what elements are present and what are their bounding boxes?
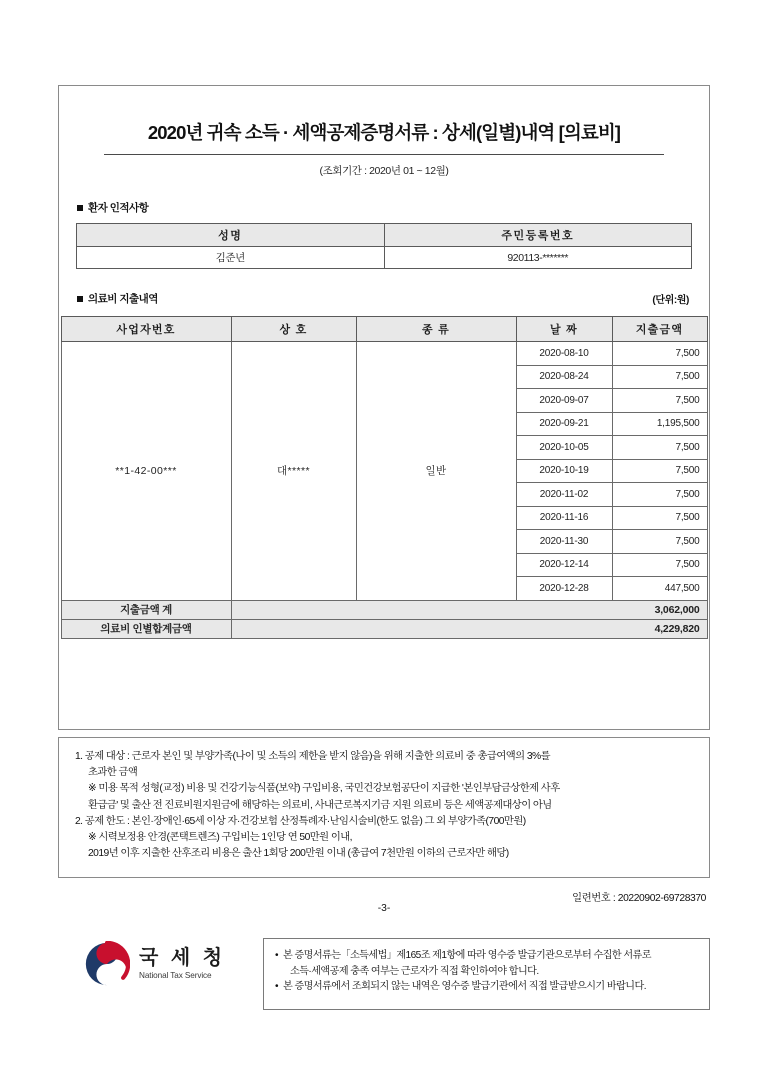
expense-date: 2020-12-14 [516, 553, 612, 577]
column-header-amount: 지출금액 [612, 317, 707, 342]
expense-row-group [61, 342, 707, 601]
grand-total-row [61, 619, 707, 638]
footnote-line: 2. 공제 한도 : 본인·장애인·65세 이상 자·건강보험 산정특례자·난임시술비(한도 없음) 그 외 부양가족(700만원) [75, 815, 526, 827]
total-label: 지출금액 계 [61, 600, 231, 619]
column-header-resident-number: 주민등록번호 [384, 224, 692, 247]
expense-date: 2020-11-16 [516, 506, 612, 530]
serial-number: 일련번호 : 20220902-69728370 [572, 893, 706, 904]
patient-section-label: 환자 인적사항 [88, 202, 149, 214]
footnote-line: 1. 공제 대상 : 근로자 본인 및 부양가족(나이 및 소득의 제한을 받지 않음)을 위해 지출한 의료비 중 총급여액의 3%를 [75, 751, 550, 762]
expense-date: 2020-08-10 [516, 342, 612, 366]
bullet-icon: • [275, 981, 278, 993]
page-number: -3- [377, 903, 391, 914]
patient-section-heading [77, 200, 709, 215]
table-row [61, 342, 707, 366]
logo-english-text: National Tax Service [139, 971, 212, 980]
expense-section-label: 의료비 지출내역 [88, 293, 158, 305]
category-value: 일반 [356, 342, 516, 601]
square-bullet-icon [77, 205, 83, 211]
page-footer [58, 938, 710, 1018]
expense-date: 2020-11-30 [516, 530, 612, 554]
square-bullet-icon [77, 296, 83, 302]
page-title: 2020년 귀속 소득 · 세액공제증명서류 : 상세(일별)내역 [의료비] [147, 122, 621, 143]
expense-amount: 7,500 [612, 459, 707, 483]
expense-amount: 7,500 [612, 483, 707, 507]
bullet-icon: • [275, 950, 278, 961]
logo-korean-text: 국 세 청 [139, 947, 226, 969]
main-content-frame [58, 85, 710, 730]
footnote-line: 2019년 이후 지출한 산후조리 비용은 출산 1회당 200만원 이내 (총급여 7천만원 이하의 근로자만 해당) [88, 848, 509, 860]
table-row [77, 247, 692, 269]
footnote-line: ※ 미용 목적 성형(교정) 비용 및 건강기능식품(보약) 구입비용, 국민건강보험공단이 지급한 '본인부담금상한제 사후 [88, 783, 560, 795]
patient-resident-number-value: 920113-******* [384, 247, 692, 269]
nts-logo [84, 941, 226, 987]
notice-item-continued [275, 964, 701, 980]
expense-amount: 7,500 [612, 389, 707, 413]
expense-date: 2020-10-05 [516, 436, 612, 460]
grand-total-label: 의료비 인별합계금액 [61, 619, 231, 638]
title-divider [104, 154, 664, 155]
expense-amount: 7,500 [612, 530, 707, 554]
expense-date: 2020-09-07 [516, 389, 612, 413]
notice-text: 소득·세액공제 충족 여부는 근로자가 직접 확인하여야 합니다. [290, 965, 539, 977]
expense-date: 2020-12-28 [516, 577, 612, 601]
expense-amount: 7,500 [612, 506, 707, 530]
column-header-business-name: 상 호 [231, 317, 356, 342]
expense-date: 2020-11-02 [516, 483, 612, 507]
patient-name-value: 김준년 [77, 247, 385, 269]
expense-date: 2020-10-19 [516, 459, 612, 483]
total-amount: 3,062,000 [231, 600, 707, 619]
business-name-value: 대***** [231, 342, 356, 601]
notice-item [275, 979, 701, 995]
footnote-line: 환급금' 및 출산 전 진료비원지원금에 해당하는 의료비, 사내근로복지기금 지원 의료비 등은 세액공제대상이 아님 [88, 799, 552, 811]
expense-date: 2020-09-21 [516, 412, 612, 436]
expense-amount: 447,500 [612, 577, 707, 601]
expense-date: 2020-08-24 [516, 365, 612, 389]
expense-amount: 7,500 [612, 436, 707, 460]
taegeuk-swirl-icon [84, 941, 130, 987]
medical-expense-table [61, 316, 708, 639]
expense-amount: 7,500 [612, 365, 707, 389]
column-header-name: 성명 [77, 224, 385, 247]
notice-text: 본 증명서류에서 조회되지 않는 내역은 영수증 발급기관에서 직접 발급받으시기 바랍니다. [282, 981, 646, 993]
unit-note: (단위:원) [652, 295, 689, 306]
notice-item [275, 948, 701, 964]
expense-amount: 1,195,500 [612, 412, 707, 436]
footnote-line: 초과한 금액 [88, 767, 138, 779]
total-row [61, 600, 707, 619]
logo-wordmark [139, 948, 226, 980]
document-subtitle: (조회기간 : 2020년 01 ~ 12월) [319, 165, 449, 177]
table-header-row [61, 317, 707, 342]
notice-box [263, 938, 710, 1010]
title-block [81, 119, 687, 178]
notice-text: 본 증명서류는「소득세법」제165조 제1항에 따라 영수증 발급기관으로부터 수집한 서류로 [282, 950, 651, 961]
business-number-value: **1-42-00*** [61, 342, 231, 601]
column-header-date: 날 짜 [516, 317, 612, 342]
footnote-line: ※ 시력보정용 안경(콘택트렌즈) 구입비는 1인당 연 50만원 이내, [88, 832, 352, 844]
patient-info-table [76, 223, 692, 269]
expense-section-heading [77, 291, 709, 306]
column-header-category: 종 류 [356, 317, 516, 342]
grand-total-amount: 4,229,820 [231, 619, 707, 638]
table-header-row [77, 224, 692, 247]
expense-amount: 7,500 [612, 342, 707, 366]
column-header-business-number: 사업자번호 [61, 317, 231, 342]
expense-amount: 7,500 [612, 553, 707, 577]
footnotes-frame [58, 737, 710, 878]
